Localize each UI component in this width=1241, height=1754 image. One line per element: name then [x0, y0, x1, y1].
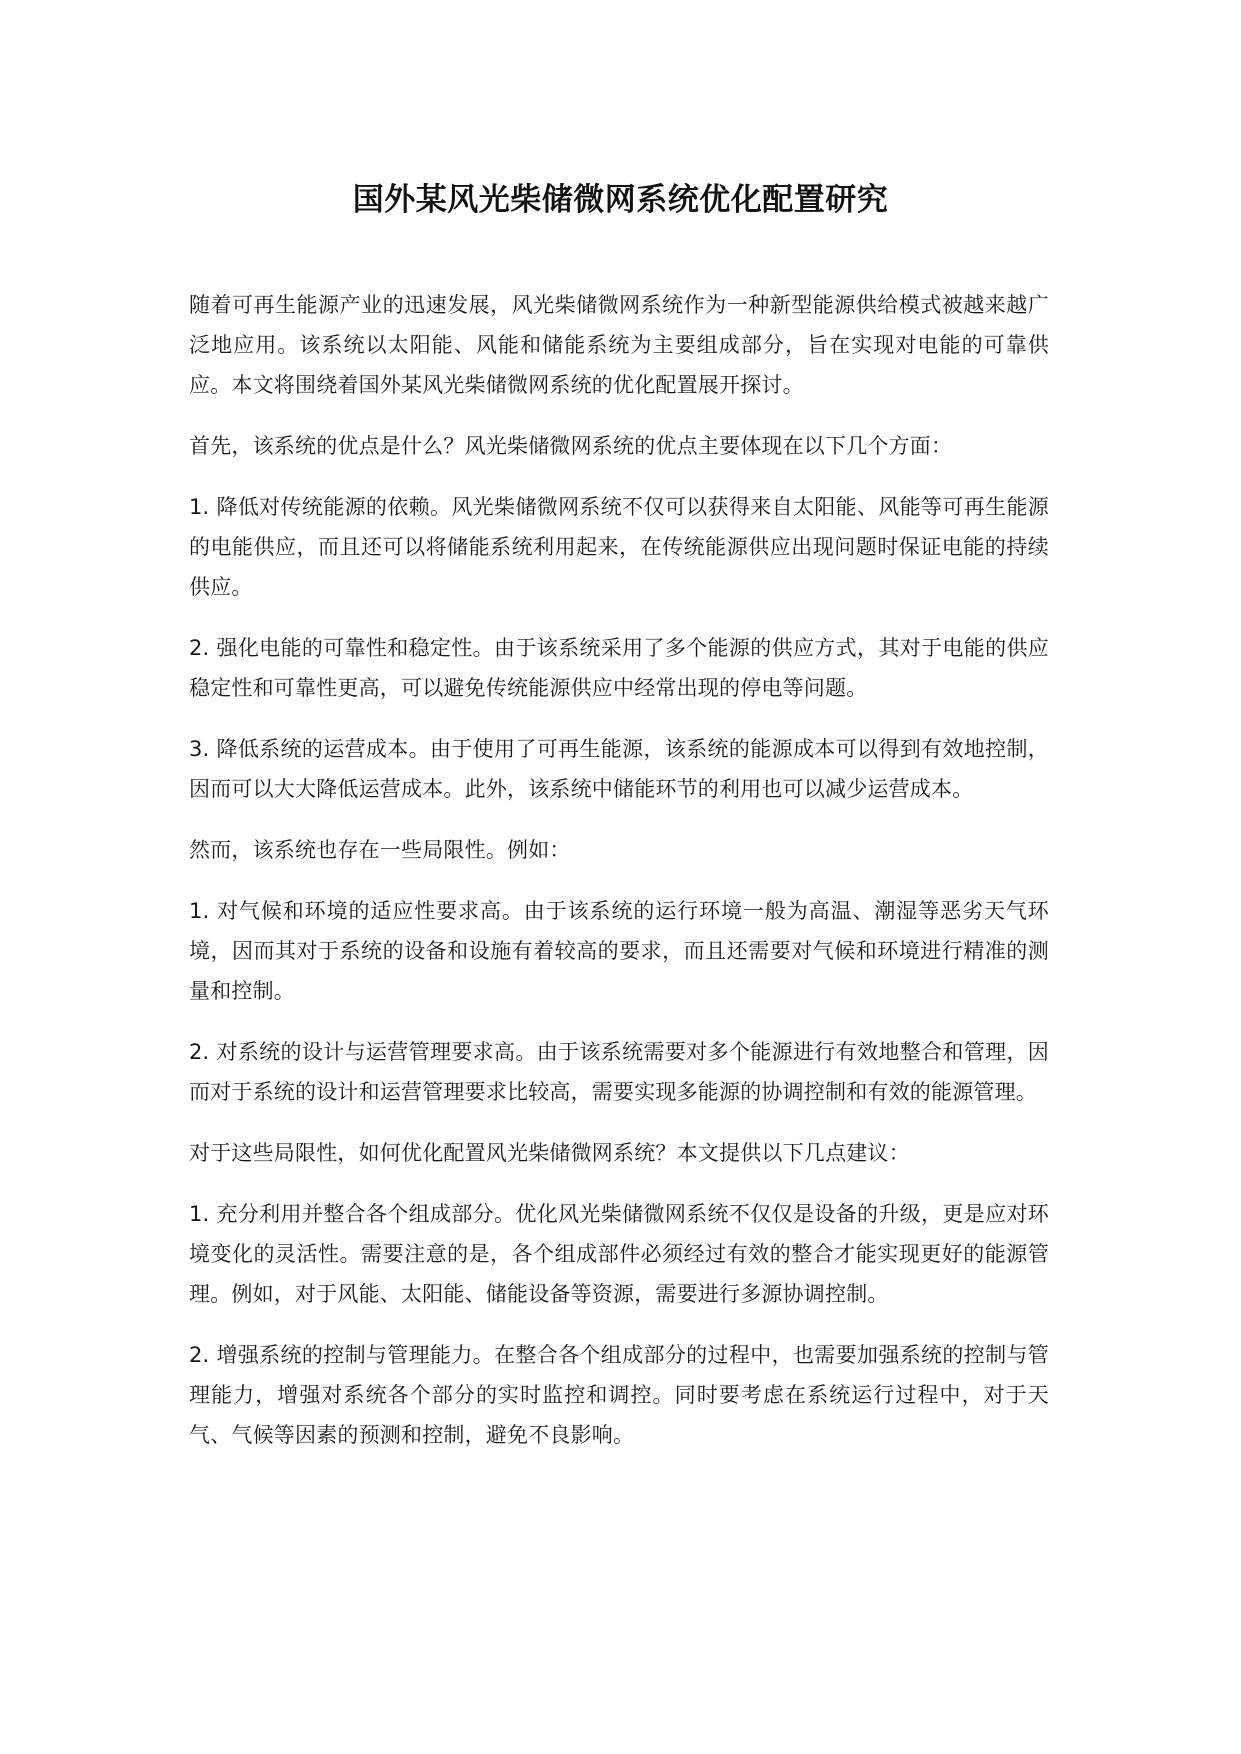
- paragraph-suggestion-2: 2. 增强系统的控制与管理能力。在整合各个组成部分的过程中，也需要加强系统的控制与管理能力，增强对系统各个部分的实时监控和调控。同时要考虑在系统运行过程中，对于天气、气候等因素的预测和控制，避免不良影响。: [189, 1343, 1049, 1447]
- paragraph-limitation-1: 1. 对气候和环境的适应性要求高。由于该系统的运行环境一般为高温、潮湿等恶劣天气环境，因而其对于系统的设备和设施有着较高的要求，而且还需要对气候和环境进行精准的测量和控制。: [189, 899, 1049, 1003]
- paragraph-advantages-question: 首先，该系统的优点是什么？风光柴储微网系统的优点主要体现在以下几个方面：: [189, 434, 953, 458]
- paragraph-advantage-3: 3. 降低系统的运营成本。由于使用了可再生能源，该系统的能源成本可以得到有效地控制，因而可以大大降低运营成本。此外，该系统中储能环节的利用也可以减少运营成本。: [189, 737, 1049, 801]
- document-body: [189, 285, 1049, 1476]
- paragraph-limitation-2: 2. 对系统的设计与运营管理要求高。由于该系统需要对多个能源进行有效地整合和管理，因而对于系统的设计和运营管理要求比较高，需要实现多能源的协调控制和有效的能源管理。: [189, 1040, 1049, 1104]
- paragraph-limitations-intro: 然而，该系统也存在一些局限性。例如：: [189, 838, 571, 862]
- paragraph-advantage-1: 1. 降低对传统能源的依赖。风光柴储微网系统不仅可以获得来自太阳能、风能等可再生能源的电能供应，而且还可以将储能系统利用起来，在传统能源供应出现问题时保证电能的持续供应。: [189, 495, 1049, 599]
- paragraph-intro: 随着可再生能源产业的迅速发展，风光柴储微网系统作为一种新型能源供给模式被越来越广泛地应用。该系统以太阳能、风能和储能系统为主要组成部分，旨在实现对电能的可靠供应。本文将围绕着国外某风光柴储微网系统的优化配置展开探讨。: [189, 293, 1049, 397]
- paragraph-advantage-2: 2. 强化电能的可靠性和稳定性。由于该系统采用了多个能源的供应方式，其对于电能的供应稳定性和可靠性更高，可以避免传统能源供应中经常出现的停电等问题。: [189, 636, 1049, 700]
- paragraph-suggestions-intro: 对于这些局限性，如何优化配置风光柴储微网系统？本文提供以下几点建议：: [189, 1141, 910, 1165]
- paragraph-suggestion-1: 1. 充分利用并整合各个组成部分。优化风光柴储微网系统不仅仅是设备的升级，更是应对环境变化的灵活性。需要注意的是，各个组成部件必须经过有效的整合才能实现更好的能源管理。例如，对于风能、太阳能、储能设备等资源，需要进行多源协调控制。: [189, 1202, 1049, 1306]
- document-title: 国外某风光柴储微网系统优化配置研究: [352, 182, 889, 218]
